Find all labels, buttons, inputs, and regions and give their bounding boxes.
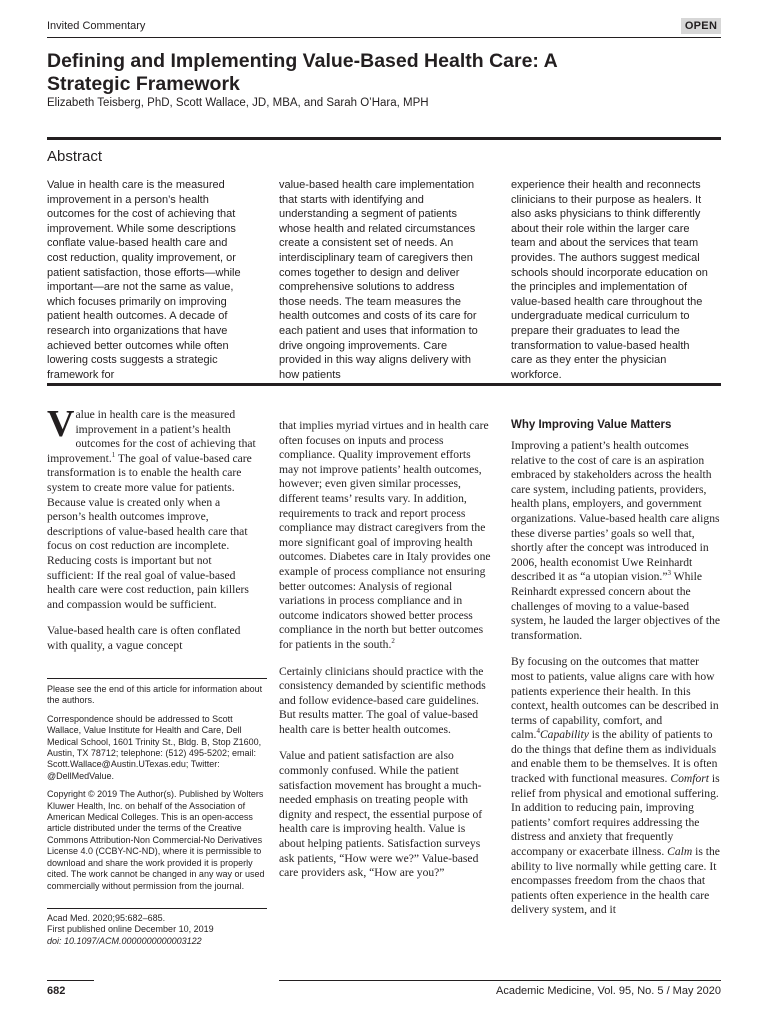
citation-rule: [47, 908, 267, 909]
page-number: 682: [47, 985, 66, 997]
footer-rule: [279, 980, 721, 981]
body-paragraph: Value-based health care is often conflated with quality, a vague concept: [47, 624, 241, 652]
article-type-label: Invited Commentary: [47, 20, 146, 32]
abstract-column-1: Value in health care is the measured improvement in a person’s health outcomes for the cost of achieving that improvement. While some descriptions conflate value-based health care and cost reduction, quality improvement, or patient satisfaction, those efforts—while important—are not the same as value, which focuses primarily on improving patient health outcomes. A decade of research into organizations that have achieved better outcomes while often lowering costs suggests a strategic framework for: [47, 179, 241, 381]
copyright-note: Copyright © 2019 The Author(s). Published by Wolters Kluwer Health, Inc. on behalf of the Association of American Medical Colleges. This is an open-access article distributed under the terms of the Creative Commons Attribution-Non Commercial-No Derivatives License 4.0 (CCBY-NC-ND), where it is permissible to download and share the work provided it is properly cited. The work cannot be changed in any way or used commercially without permission from the journal.: [47, 789, 265, 891]
reference-marker: 2: [391, 637, 395, 646]
body-paragraph: Improving a patient’s health outcomes relative to the cost of care is an aspiration embraced by stakeholders across the health care system, including patients, providers, health plans, employers, and government organizations. Value-based health care aligns these diverse parties’ goals so well that, shortly after the concept was introduced in 2006, health economist Uwe Reinhardt described it as “a utopian vision.”$^3$ While Reinhardt expressed concern about the challenges of moving to a value-based system, he lauded the larger objectives of the transformation.: [511, 439, 721, 642]
section-heading: Why Improving Value Matters: [511, 419, 672, 431]
drop-cap: V: [47, 403, 75, 445]
reference-marker: 3: [667, 569, 671, 578]
abstract-heading: Abstract: [47, 148, 103, 165]
footnotes: [47, 684, 269, 899]
header-rule: [47, 37, 721, 38]
first-published: First published online December 10, 2019: [47, 924, 214, 935]
body-column-2: [279, 419, 491, 893]
body-column-3: [511, 439, 721, 930]
body-paragraph: Certainly clinicians should practice with the consistency demanded by scientific methods and follow evidence-based care guidelines. But results matter. The goal of value-based health care is better health outcomes.: [279, 664, 486, 736]
abstract-column-3: experience their health and reconnects clinicians to their purpose as healers. It also asks physicians to think differently about their role within the larger care team and about the services that team provides. The authors suggest medical schools should incorporate education on the principles and implementation of value-based health care throughout the undergraduate medical curriculum to prepare their graduates to lead the transformation to value-based health care as they enter the physician workforce.: [511, 179, 708, 381]
body-paragraph: By focusing on the outcomes that matter most to patients, value aligns care with how patients experience their health. In this context, health outcomes can be described in terms of capability, comfort, and calm.$^4$Capability is the ability of patients to do the things that define them as individuals and enable them to be themselves. It is often tracked with functional measures. Comfort is relief from physical and emotional suffering. In addition to reducing pain, improving patients’ comfort requires addressing the distress and anxiety that frequently accompany or exacerbate illness. Calm is the ability to live normally while getting care. It encompasses freedom from the chaos that patients often experience in the health care delivery system, and it: [511, 655, 720, 917]
abstract-top-rule: [47, 137, 721, 140]
abstract-bottom-rule: [47, 383, 721, 386]
article-title: Defining and Implementing Value-Based Health Care: A Strategic Framework: [47, 50, 557, 95]
abstract-column-2: value-based health care implementation that starts with identifying and understanding a segment of patients whose health and related circumstances create a consistent set of needs. An interdisciplinary team of caregivers then comes together to design and deliver comprehensive solutions to address those needs. The team measures the health outcomes and costs of its care for each patient and uses that information to drive ongoing improvements. Care provided in this way aligns delivery with how patients: [279, 179, 478, 381]
citation: Acad Med. 2020;95:682–685.: [47, 913, 166, 923]
correspondence-note: Correspondence should be addressed to Scott Wallace, Value Institute for Health and Care, Dell Medical School, 1601 Trinity St., Bldg. B, Stop Z1600, Austin, TX 78712; telephone: (512) 495-5202; email: Scott.Wallace@Austin.UTexas.edu; Twitter: @DellMedValue.: [47, 713, 262, 781]
footnote-rule: [47, 678, 267, 679]
journal-citation: Academic Medicine, Vol. 95, No. 5 / May 2020: [495, 985, 721, 997]
body-paragraph: that implies myriad virtues and in health care often focuses on inputs and process compliance. Quality improvement efforts may not improve patients’ health outcomes, however; even given similar processes, different teams’ results vary. In addition, requirements to track and report process compliance may distract caregivers from the more significant goal of improving health outcomes. Diabetes care in Italy provides one example of process compliance not ensuring better outcomes: Analysis of regional variations in process compliance and in outcome indicators showed better process compliance in the north but better outcomes for patients in the south.$^2$: [279, 419, 491, 651]
term-comfort: Comfort: [670, 772, 710, 786]
body-paragraph: Value in health care is the measured improvement in a patient’s health outcomes for the cost of achieving that improvement.$^1$ The goal of value-based care transformation is to enable the health care system to create more value for patients. Because value is created only when a person’s health outcomes improve, descriptions of value-based health care that focus on cost reduction are incomplete. Reducing costs is important but not sufficient: If the real goal of value-based health care were cost reduction, pain killers and compassion would be sufficient.: [47, 403, 256, 611]
citation-block: [47, 913, 269, 947]
body-paragraph: Value and patient satisfaction are also commonly confused. While the patient satisfaction movement has brought a much-needed emphasis on treating people with dignity and respect, the essential purpose of health care is improving health. Value is about helping patients. Satisfaction surveys ask patients, “How were we?” Value-based care providers ask, “How are you?”: [279, 749, 483, 880]
footer-rule-short: [47, 980, 94, 981]
term-calm: Calm: [667, 845, 693, 859]
author-list: Elizabeth Teisberg, PhD, Scott Wallace, JD, MBA, and Sarah O’Hara, MPH: [47, 97, 429, 109]
doi-link[interactable]: doi: 10.1097/ACM.0000000000003122: [47, 935, 202, 946]
author-info-note: Please see the end of this article for information about the authors.: [47, 684, 263, 706]
open-access-badge: OPEN: [681, 18, 721, 34]
term-capability: Capability: [539, 728, 589, 742]
reference-marker: 4: [536, 727, 540, 736]
body-column-1: [47, 403, 257, 666]
reference-marker: 1: [111, 450, 116, 459]
